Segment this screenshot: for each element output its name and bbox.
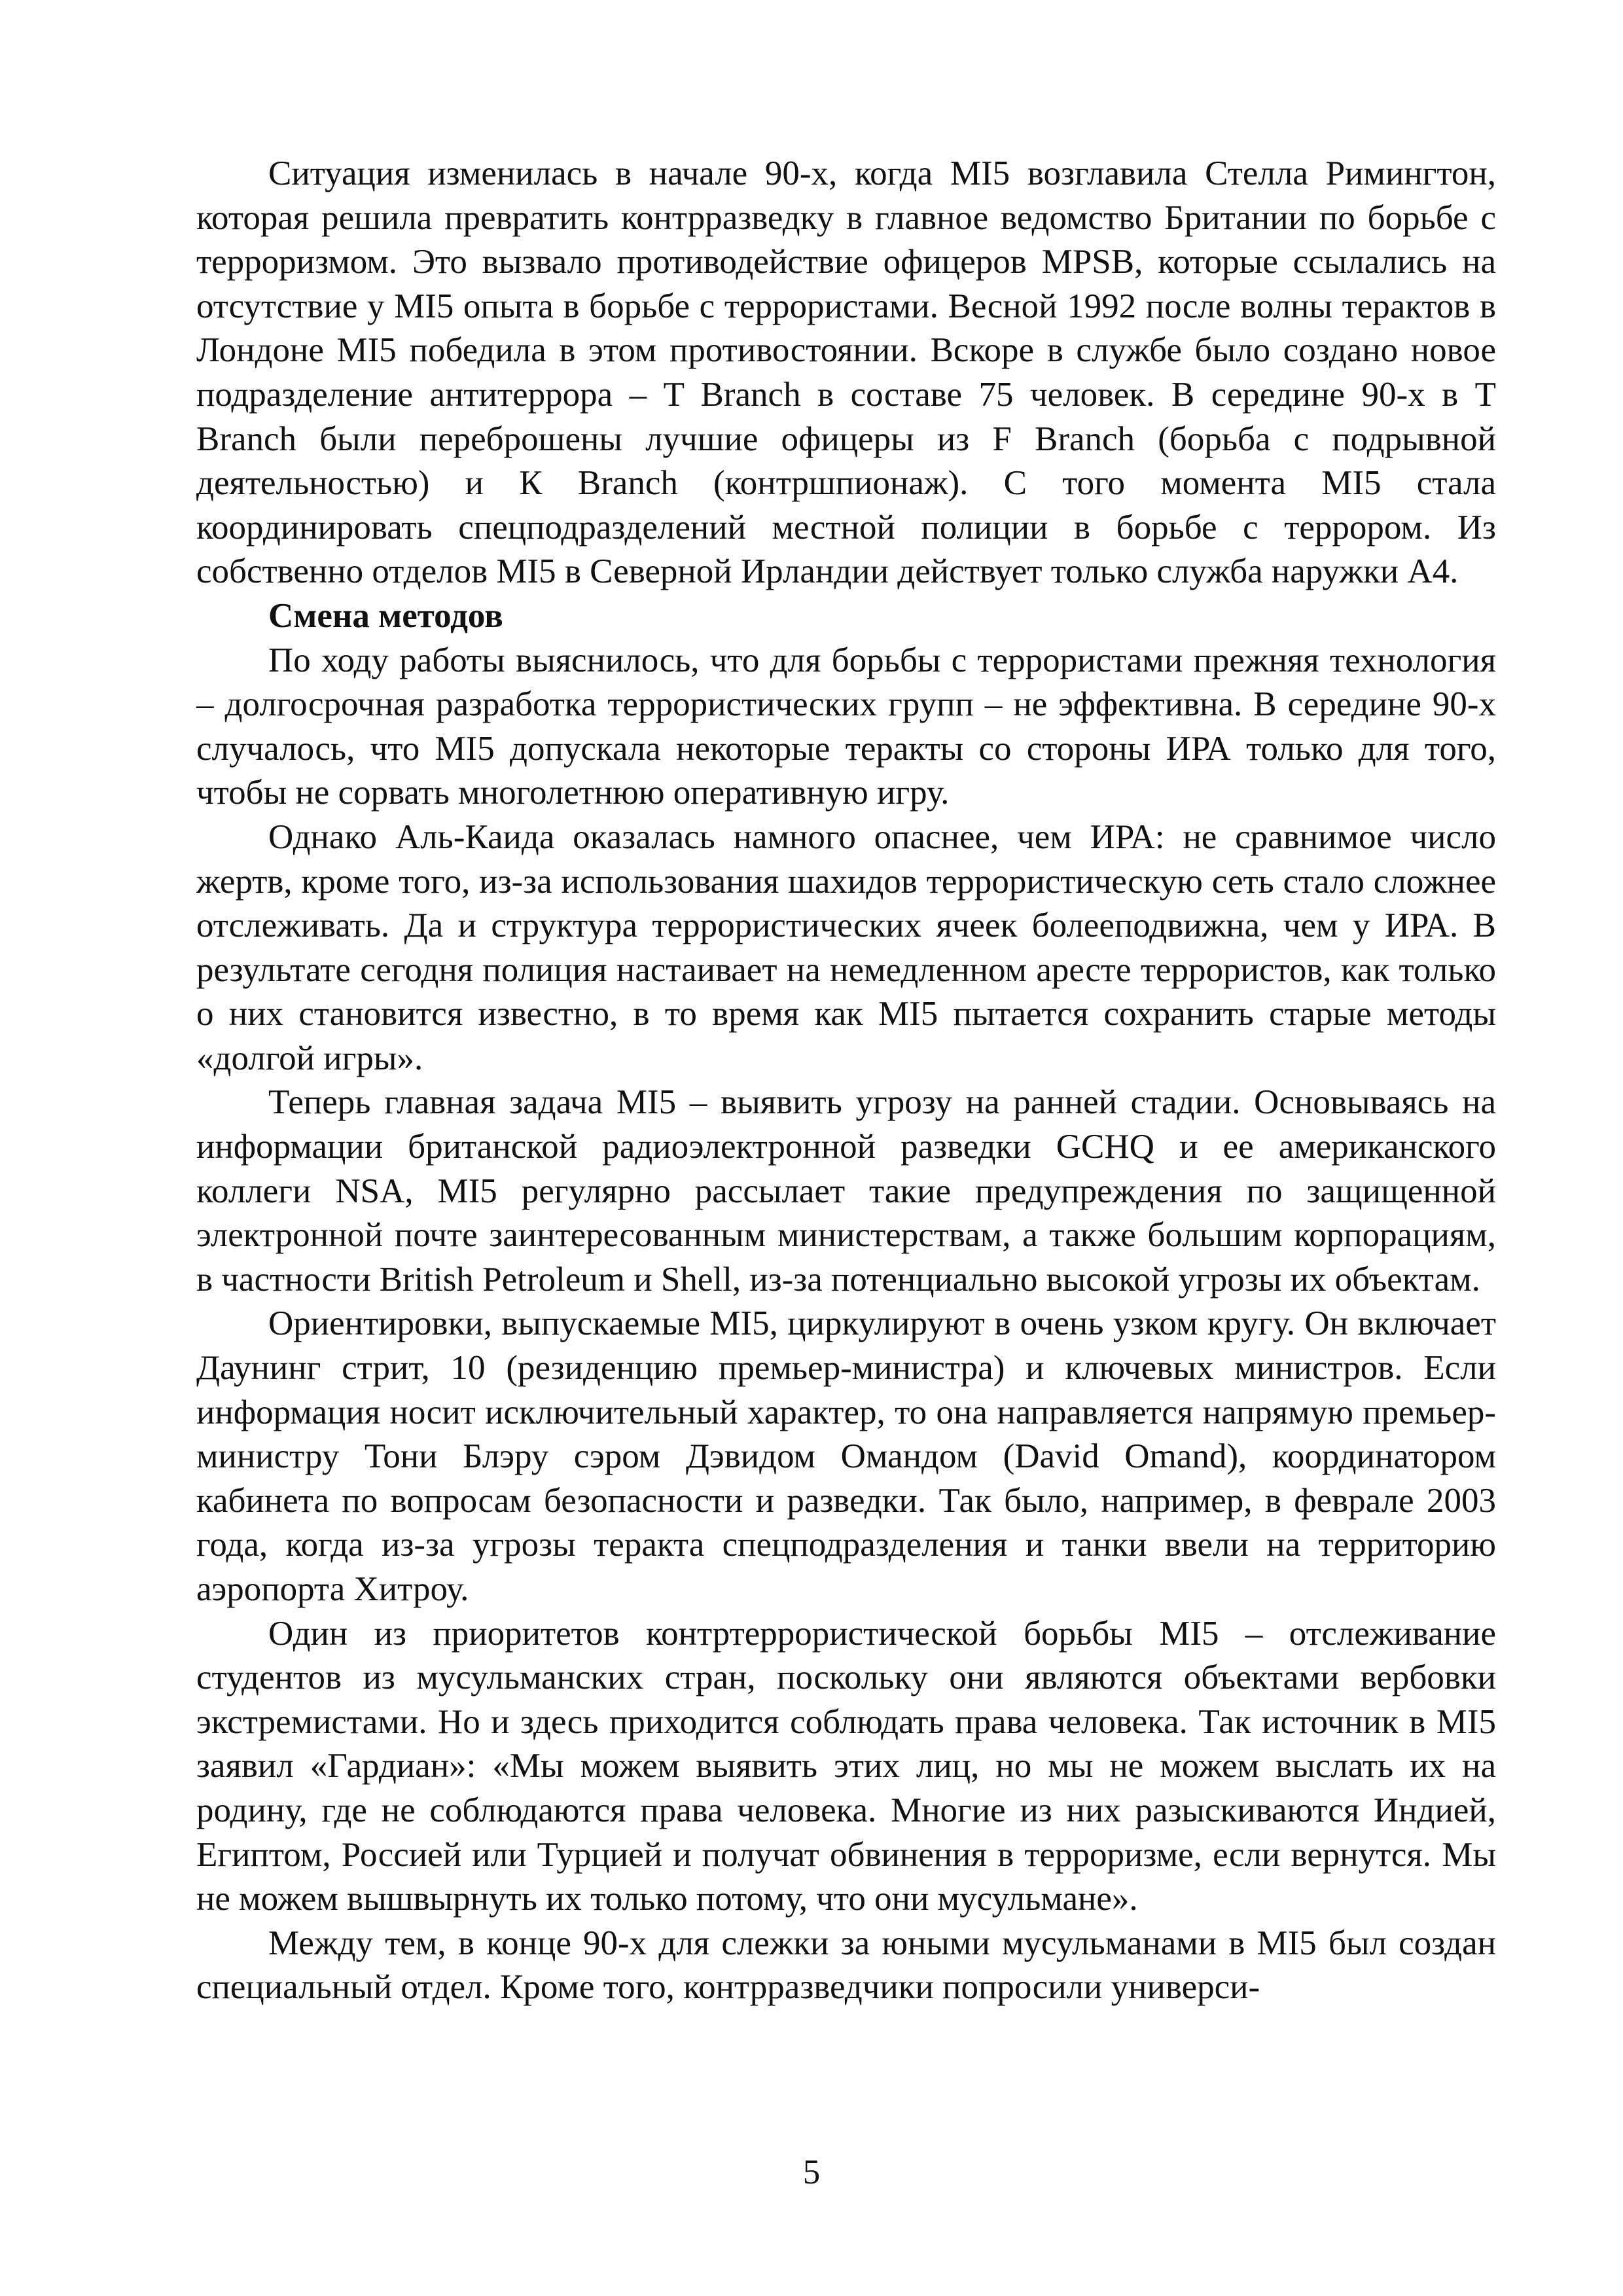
- paragraph-7: Между тем, в конце 90-х для слежки за юными мусульманами в MI5 был создан специальный отдел. Кроме того, контрразведчики попросили универси-: [196, 1924, 1496, 2007]
- paragraph-4: Теперь главная задача MI5 – выявить угрозу на ранней стадии. Основываясь на информации британской радиоэлектронной разведки GCHQ и ее американского коллеги NSA, MI5 регулярно рассылает такие предупреждения по защищенной электронной почте заинтересованным министерствам, а также большим корпорациям, в частности British Petroleum и Shell, из-за потенциально высокой угрозы их объектам.: [196, 1083, 1496, 1299]
- paragraph-1: Ситуация изменилась в начале 90-х, когда MI5 возглавила Стелла Римингтон, которая решила превратить контрразведку в главное ведомство Британии по борьбе с терроризмом. Это вызвало противодействие офицеров MPSB, которые ссылались на отсутствие у MI5 опыта в борьбе с террористами. Весной 1992 после волны терактов в Лондоне MI5 победила в этом противостоянии. Вскоре в службе было создано новое подразделение антитеррора – T Branch в составе 75 человек. В середине 90-х в T Branch были переброшены лучшие офицеры из F Branch (борьба с подрывной деятельностью) и К Branch (контршпионаж). С того момента MI5 стала координировать спецподразделений местной полиции в борьбе с террором. Из собственно отделов MI5 в Северной Ирландии действует только служба наружки А4.: [196, 154, 1496, 591]
- paragraph-5: Ориентировки, выпускаемые MI5, циркулируют в очень узком кругу. Он включает Даунинг стрит, 10 (резиденцию премьер-министра) и ключевых министров. Если информация носит исключительный характер, то она направляется напрямую премьер-министру Тони Блэру сэром Дэвидом Омандом (David Omand), координатором кабинета по вопросам безопасности и разведки. Так было, например, в феврале 2003 года, когда из-за угрозы теракта спецподразделения и танки ввели на территорию аэропорта Хитроу.: [196, 1304, 1496, 1608]
- body-text: [196, 152, 1496, 2010]
- paragraph-6: Один из приоритетов контртеррористической борьбы MI5 – отслеживание студентов из мусульманских стран, поскольку они являются объектами вербовки экстремистами. Но и здесь приходится соблюдать права человека. Так источник в MI5 заявил «Гардиан»: «Мы можем выявить этих лиц, но мы не можем выслать их на родину, где не соблюдаются права человека. Многие из них разыскиваются Индией, Египтом, Россией или Турцией и получат обвинения в терроризме, если вернутся. Мы не можем вышвырнуть их только потому, что они мусульмане».: [196, 1614, 1496, 1918]
- paragraph-3: Однако Аль-Каида оказалась намного опаснее, чем ИРА: не сравнимое число жертв, кроме того, из-за использования шахидов террористическую сеть стало сложнее отслеживать. Да и структура террористических ячеек болееподвижна, чем у ИРА. В результате сегодня полиция настаивает на немедленном аресте террористов, как только о них становится известно, в то время как MI5 пытается сохранить старые методы «долгой игры».: [196, 817, 1496, 1077]
- page-number: 5: [802, 2153, 821, 2191]
- paragraph-2: По ходу работы выяснилось, что для борьбы с террористами прежняя технология – долгосрочная разработка террористических групп – не эффективна. В середине 90-х случалось, что MI5 допускала некоторые теракты со стороны ИРА только для того, чтобы не сорвать многолетнюю оперативную игру.: [196, 641, 1496, 812]
- section-heading: Смена методов: [268, 596, 503, 635]
